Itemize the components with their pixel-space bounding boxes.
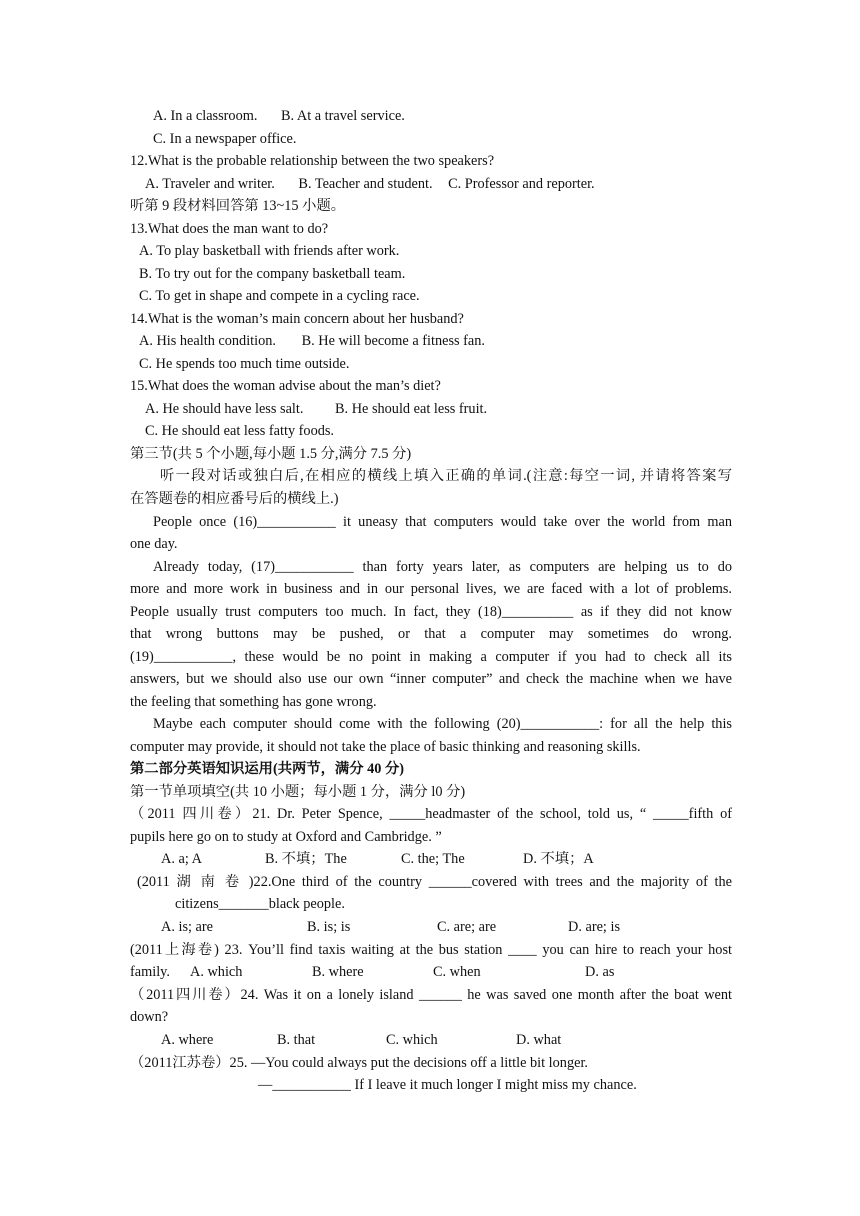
- option-line: [139, 331, 741, 351]
- section-heading: 第一节单项填空(共 10 小题；每小题 1 分，满分 l0 分): [130, 784, 466, 800]
- instruction-text: 在答题卷的相应番号后的横线上.): [130, 491, 339, 507]
- option-a: A. is; are: [161, 919, 214, 935]
- option-c: C. In a newspaper office.: [153, 131, 297, 147]
- option-c: C. He should eat less fatty foods.: [145, 423, 335, 439]
- passage-line: People usually trust computers too much. In fact, they (18)__________ as if they did not know: [130, 604, 732, 620]
- option-c: C. are; are: [437, 919, 497, 935]
- option-d: D. are; is: [568, 919, 621, 935]
- question-24: （2011四川卷）24. Was it on a lonely island ______ he was saved one month after the boat went: [130, 987, 732, 1003]
- option-d: D. what: [516, 1032, 562, 1048]
- passage-line: one day.: [130, 536, 178, 552]
- option-d: D. as: [585, 964, 615, 980]
- option-b: B. He should eat less fruit.: [335, 401, 488, 417]
- passage-line: the feeling that something has gone wrong.: [130, 694, 377, 710]
- question-22-cont: citizens_______black people.: [175, 896, 345, 912]
- option-line: [130, 917, 732, 937]
- passage-line: Maybe each computer should come with the following (20)___________: for all the help this: [153, 716, 732, 732]
- question-24-cont: down?: [130, 1009, 169, 1025]
- option-a: A. which: [190, 964, 243, 980]
- instruction-text: 听一段对话或独白后,在相应的横线上填入正确的单词.(注意:每空一词, 并请将答案写: [160, 468, 732, 484]
- option-line: [145, 174, 747, 194]
- option-a: A. His health condition.: [139, 333, 276, 349]
- question-13: 13.What does the man want to do?: [130, 221, 329, 237]
- option-a: A. Traveler and writer.: [145, 176, 275, 192]
- passage-line: People once (16)___________ it uneasy that computers would take over the world from man: [153, 514, 732, 530]
- option-line: [145, 399, 747, 419]
- question-14: 14.What is the woman’s main concern about her husband?: [130, 311, 464, 327]
- option-line: [153, 106, 755, 126]
- question-12: 12.What is the probable relationship between the two speakers?: [130, 153, 495, 169]
- passage-line: that wrong buttons may be pushed, or that a computer may sometimes do wrong.: [130, 626, 732, 642]
- question-21-cont: pupils here go on to study at Oxford and Cambridge. ”: [130, 829, 442, 845]
- question-25: （2011江苏卷）25. —You could always put the decisions off a little bit longer.: [130, 1055, 588, 1071]
- option-line: [130, 849, 732, 869]
- question-25-reply: —___________ If I leave it much longer I might miss my chance.: [258, 1077, 637, 1093]
- option-b: B. 不填；The: [265, 851, 347, 867]
- passage-line: Already today, (17)___________ than forty years later, as computers are helping us to do: [153, 559, 732, 575]
- question-23-cont: family.: [130, 964, 170, 980]
- section-heading: 第三节(共 5 个小题,每小题 1.5 分,满分 7.5 分): [130, 446, 412, 462]
- option-d: D. 不填；A: [523, 851, 594, 867]
- question-22: (2011 湖 南 卷 )22.One third of the country ______covered with trees and the majority of the: [137, 874, 732, 890]
- question-15: 15.What does the woman advise about the man’s diet?: [130, 378, 441, 394]
- option-a: A. where: [161, 1032, 214, 1048]
- passage-line: answers, but we should also use our own “inner computer” and check the machine when we have: [130, 671, 732, 687]
- option-c: C. which: [386, 1032, 438, 1048]
- option-b: B. At a travel service.: [281, 108, 405, 124]
- question-23: (2011上海卷) 23. You’ll find taxis waiting at the bus station ____ you can hire to reach your host: [130, 942, 732, 958]
- passage-line: more and more work in business and in our personal lives, we are faced with a lot of problems.: [130, 581, 732, 597]
- section-instruction: 听第 9 段材料回答第 13~15 小题。: [130, 198, 346, 214]
- option-a: A. He should have less salt.: [145, 401, 304, 417]
- option-b: B. He will become a fitness fan.: [301, 333, 486, 349]
- option-c: C. Professor and reporter.: [448, 176, 595, 192]
- passage-line: (19)___________, these would be no point in making a computer if you had to check all its: [130, 649, 732, 665]
- option-a: A. To play basketball with friends after work.: [139, 243, 400, 259]
- option-b: B. Teacher and student.: [298, 176, 433, 192]
- option-c: C. He spends too much time outside.: [139, 356, 350, 372]
- option-a: A. a; A: [161, 851, 202, 867]
- option-c: C. when: [433, 964, 481, 980]
- option-c: C. To get in shape and compete in a cycling race.: [139, 288, 420, 304]
- part-heading: 第二部分英语知识运用(共两节，满分 40 分): [130, 761, 405, 777]
- option-line: [130, 1030, 732, 1050]
- option-b: B. To try out for the company basketball team.: [139, 266, 406, 282]
- question-21: （2011 四川卷）21. Dr. Peter Spence, _____headmaster of the school, told us, “ _____fifth of: [130, 806, 732, 822]
- passage-line: computer may provide, it should not take the place of basic thinking and reasoning skills.: [130, 739, 641, 755]
- option-line: [130, 962, 732, 982]
- option-b: B. where: [312, 964, 364, 980]
- option-b: B. is; is: [307, 919, 351, 935]
- option-b: B. that: [277, 1032, 316, 1048]
- option-c: C. the; The: [401, 851, 465, 867]
- option-a: A. In a classroom.: [153, 108, 258, 124]
